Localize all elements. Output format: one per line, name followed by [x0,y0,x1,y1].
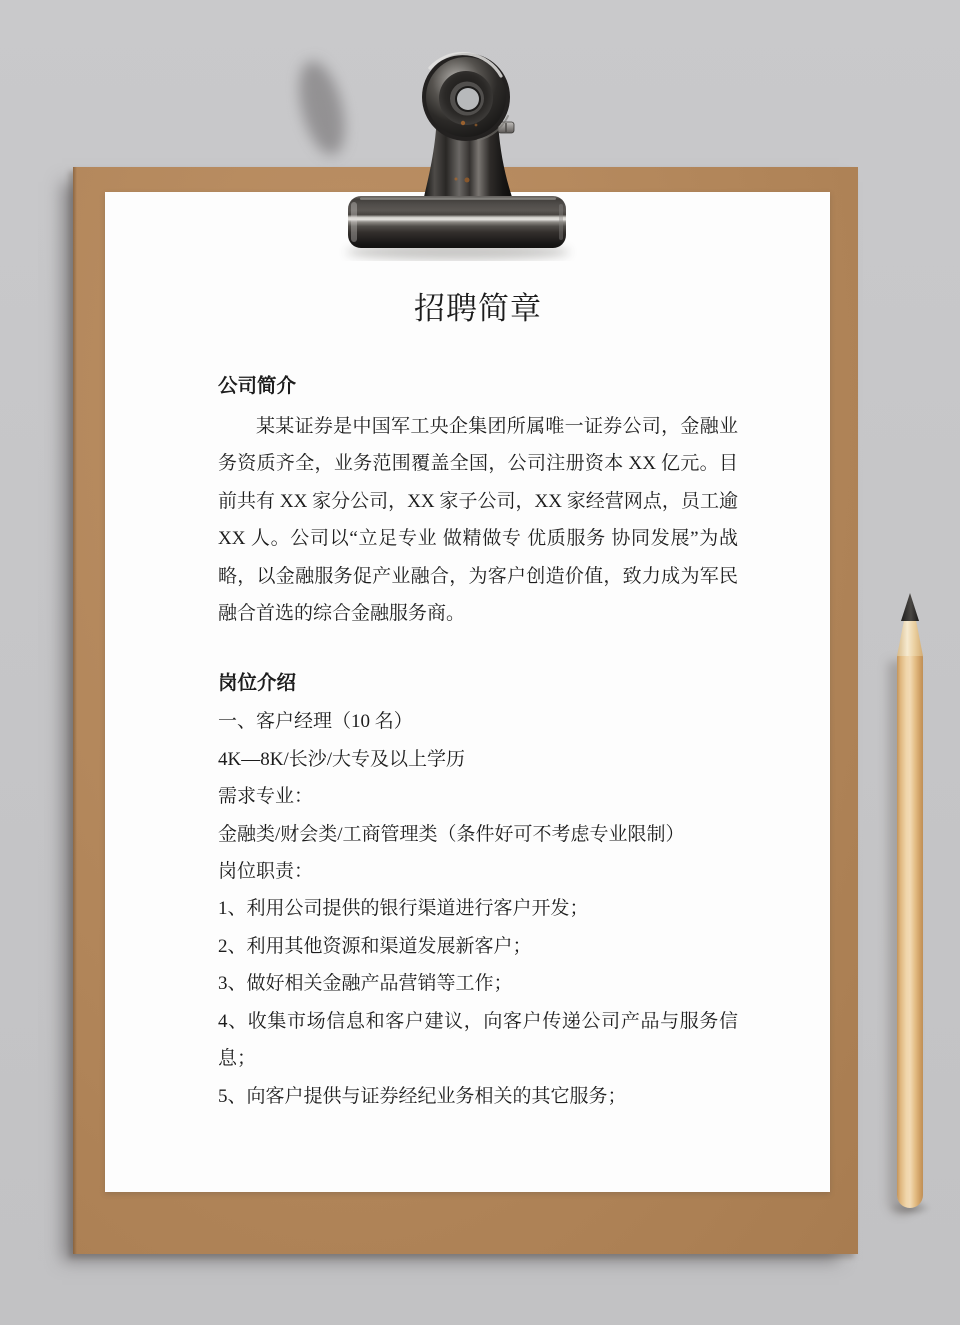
position-line: 需求专业： [218,786,314,808]
position-line: 岗位职责： [218,861,314,883]
pencil-sharpened-cone [897,619,923,656]
position-line: 5、向客户提供与证券经纪业务相关的其它服务； [218,1085,627,1107]
binder-clip-icon [280,46,600,261]
position-line: 4K—8K/长沙/大专及以上学历 [218,748,466,770]
pencil-body [897,654,923,1208]
position-line: 3、做好相关金融产品营销等工作； [218,973,513,995]
clip-bar [348,196,566,248]
section-heading-position-intro: 岗位介绍 [218,673,297,695]
clip-ring [422,53,510,141]
position-line: 4、收集市场信息和客户建议，向客户传递公司产品与服务信息； [218,1010,738,1070]
section-heading-company-intro: 公司简介 [218,376,297,397]
position-line: 1、利用公司提供的银行渠道进行客户开发； [218,898,589,920]
pencil-graphite-tip [901,593,919,621]
clipboard [73,167,858,1254]
document-content [105,192,830,1115]
position-line: 金融类/财会类/工商管理类（条件好可不考虑专业限制） [218,823,685,845]
position-line: 2、利用其他资源和渠道发展新客户； [218,935,532,957]
company-intro-paragraph: 某某证券是中国军工央企集团所属唯一证券公司，金融业务资质齐全，业务范围覆盖全国，公司注册资本 XX 亿元。目前共有 XX 家分公司，XX 家子公司，XX 家经营网点，员工逾 XX 人。公司以“立足专业 做精做专 优质服务 协同发展”为战略，以金融服务促产业融合，为客户创造价值，致力成为军民融合首选的综合金融服务商。 [218,416,738,625]
position-intro-lines [218,703,738,1114]
document-paper [105,192,830,1192]
pencil [897,593,923,1223]
position-line: 一、客户经理（10 名） [218,711,413,733]
document-title: 招聘简章 [414,291,542,326]
clip-wall-shadow [291,57,353,160]
